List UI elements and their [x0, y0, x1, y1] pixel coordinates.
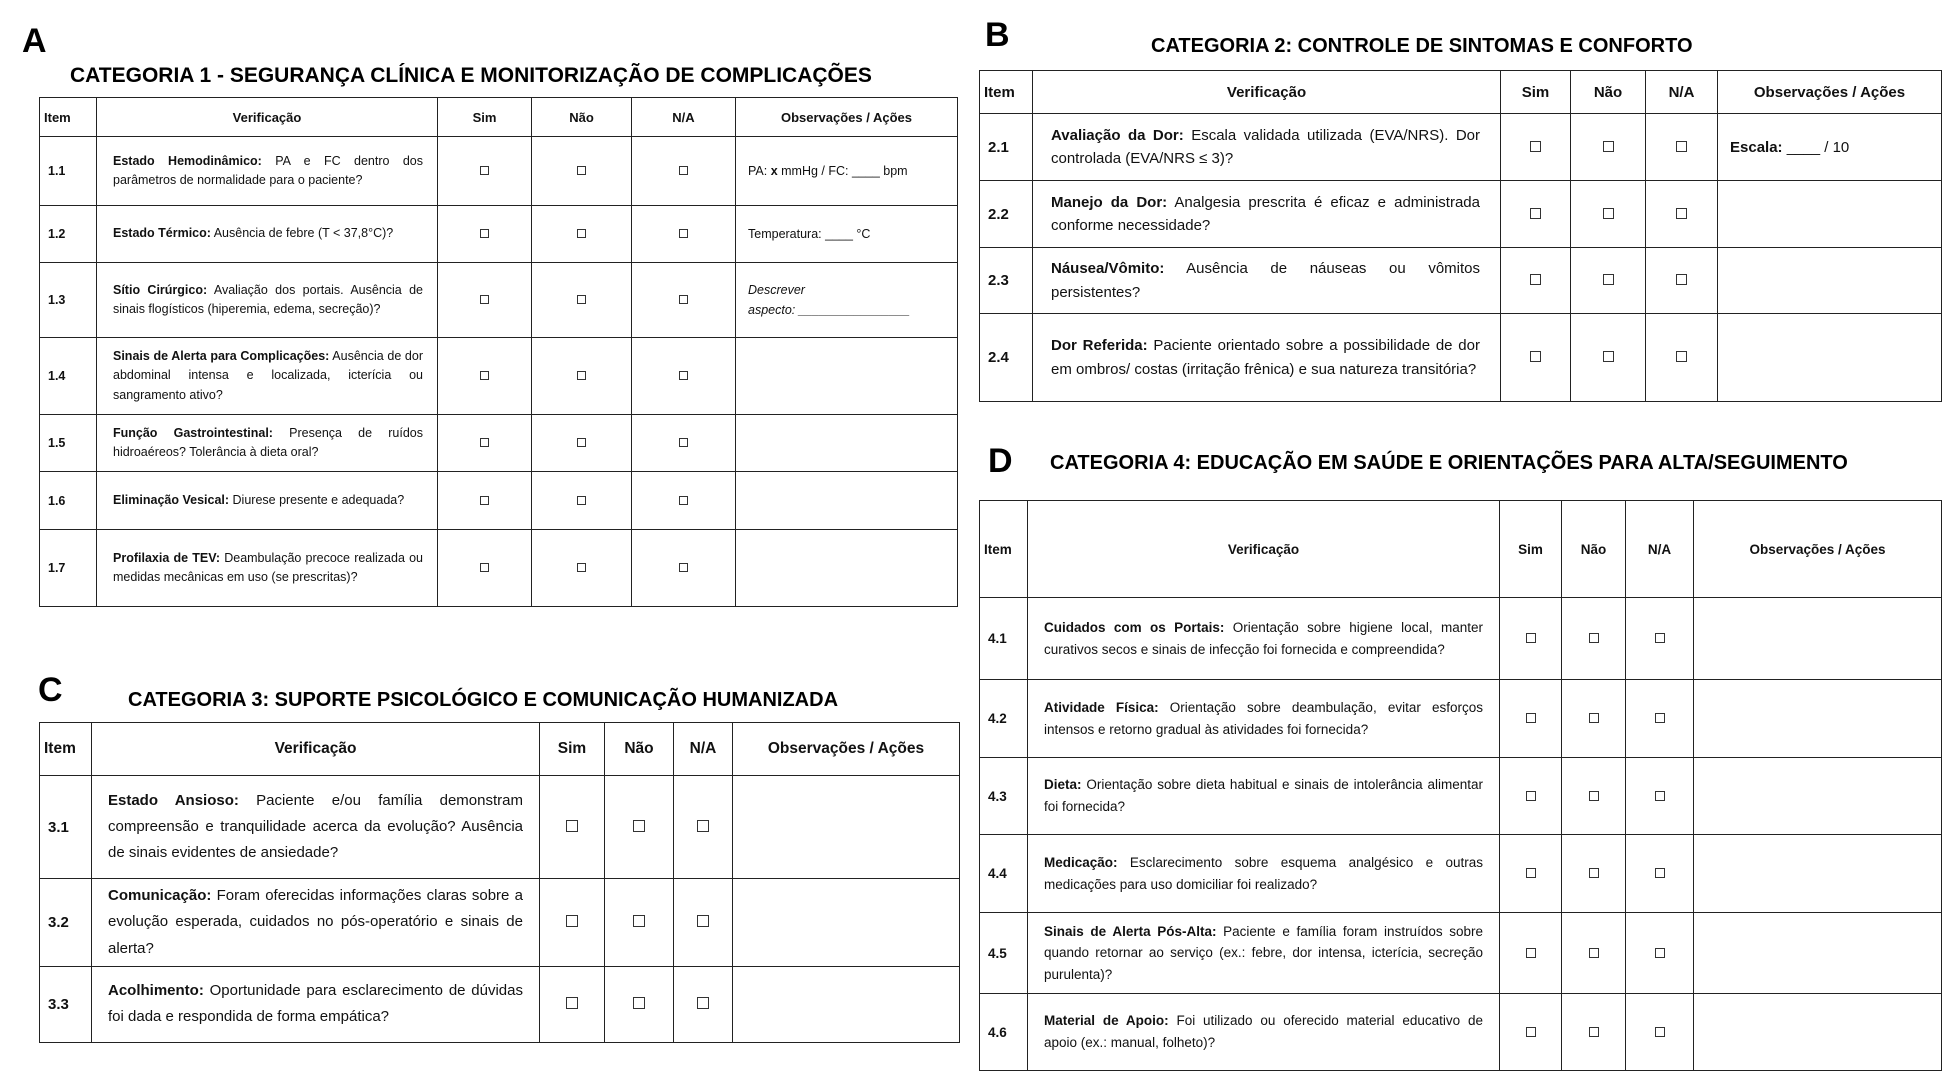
item-number: 1.2: [40, 206, 97, 263]
verification-text: [97, 206, 438, 263]
verification-label: Material de Apoio:: [1044, 1013, 1169, 1029]
table-row: [40, 530, 958, 607]
na-checkbox[interactable]: [697, 915, 709, 927]
verification-text: [1033, 181, 1501, 248]
sim-checkbox[interactable]: [480, 166, 489, 175]
panel-letter-a: A: [22, 22, 47, 60]
verification-question: PA e FC dentro dos parâmetros de normalidade para o paciente?: [113, 153, 423, 187]
table-row: [40, 137, 958, 206]
nao-checkbox[interactable]: [1589, 1027, 1599, 1037]
item-number: 4.4: [980, 835, 1028, 913]
obs-text: PA:: [748, 164, 771, 178]
na-checkbox[interactable]: [1676, 208, 1687, 219]
verification-text: [97, 415, 438, 472]
verification-label: Avaliação da Dor:: [1051, 126, 1184, 144]
table-row: [980, 913, 1942, 994]
verification-question: Ausência de náuseas ou vômitos persistentes?: [1051, 260, 1480, 301]
panel-title-b: CATEGORIA 2: CONTROLE DE SINTOMAS E CONFORTO: [1151, 35, 1693, 57]
header-nao: Não: [532, 98, 632, 137]
verification-label: Função Gastrointestinal:: [113, 425, 273, 440]
sim-checkbox[interactable]: [1526, 868, 1536, 878]
obs-text: ____ / 10: [1782, 138, 1850, 156]
sim-checkbox[interactable]: [480, 371, 489, 380]
header-na: N/A: [1626, 501, 1694, 598]
verification-label: Atividade Física:: [1044, 699, 1159, 715]
sim-checkbox[interactable]: [1530, 351, 1541, 362]
verification-text: [97, 263, 438, 338]
na-checkbox[interactable]: [679, 166, 688, 175]
header-verificacao: Verificação: [1033, 71, 1501, 114]
nao-checkbox[interactable]: [1589, 791, 1599, 801]
verification-label: Acolhimento:: [108, 982, 204, 999]
nao-checkbox[interactable]: [577, 371, 586, 380]
sim-checkbox[interactable]: [1530, 141, 1541, 152]
obs-text: Descrever: [748, 283, 805, 297]
verification-question: Diurese presente e adequada?: [229, 492, 405, 507]
header-observacoes: Observações / Ações: [1694, 501, 1942, 598]
obs-text: mmHg / FC: ____ bpm: [777, 164, 908, 178]
panel-letter-d: D: [988, 442, 1013, 480]
verification-question: Paciente orientado sobre a possibilidade de dor em ombros/ costas (irritação frênica) e sua natureza transitória?: [1051, 337, 1480, 378]
table-row: [980, 994, 1942, 1071]
header-sim: Sim: [438, 98, 532, 137]
verification-label: Eliminação Vesical:: [113, 492, 230, 507]
item-number: 1.7: [40, 530, 97, 607]
verification-label: Dieta:: [1044, 777, 1082, 793]
item-number: 2.3: [980, 248, 1033, 314]
observation-field[interactable]: [1694, 835, 1942, 913]
na-checkbox[interactable]: [1655, 868, 1665, 878]
checklist-table-a: [39, 97, 958, 607]
item-number: 1.3: [40, 263, 97, 338]
obs-text: aspecto: ________________: [748, 303, 910, 317]
verification-label: Estado Térmico:: [113, 226, 211, 241]
observation-field[interactable]: [736, 530, 958, 607]
sim-checkbox[interactable]: [566, 820, 578, 832]
item-number: 1.1: [40, 137, 97, 206]
checklist-table-b: [979, 70, 1942, 402]
nao-checkbox[interactable]: [1589, 948, 1599, 958]
table-row: [40, 879, 960, 967]
verification-text: [92, 879, 540, 967]
na-checkbox[interactable]: [1655, 1027, 1665, 1037]
item-number: 2.1: [980, 114, 1033, 181]
header-observacoes: Observações / Ações: [736, 98, 958, 137]
header-observacoes: Observações / Ações: [1718, 71, 1942, 114]
panel-title-a: CATEGORIA 1 - SEGURANÇA CLÍNICA E MONITORIZAÇÃO DE COMPLICAÇÕES: [70, 64, 872, 87]
nao-checkbox[interactable]: [1589, 633, 1599, 643]
sim-checkbox[interactable]: [480, 563, 489, 572]
obs-label: Escala:: [1730, 138, 1783, 156]
nao-checkbox[interactable]: [1603, 274, 1614, 285]
table-row: [40, 338, 958, 415]
header-item: Item: [980, 501, 1028, 598]
verification-label: Medicação:: [1044, 854, 1118, 870]
verification-question: Paciente e família foram instruídos sobre quando retornar ao serviço (ex.: febre, dor intensa, icterícia, secreção purulenta)?: [1044, 923, 1484, 982]
observation-field[interactable]: [736, 472, 958, 530]
table-row: [980, 835, 1942, 913]
na-checkbox[interactable]: [1676, 274, 1687, 285]
nao-checkbox[interactable]: [1589, 868, 1599, 878]
panel-letter-c: C: [38, 671, 63, 709]
header-nao: Não: [1562, 501, 1626, 598]
header-sim: Sim: [1500, 501, 1562, 598]
sim-checkbox[interactable]: [1526, 1027, 1536, 1037]
verification-text: [97, 530, 438, 607]
table-row: [40, 966, 960, 1042]
table-row: [40, 415, 958, 472]
nao-checkbox[interactable]: [577, 166, 586, 175]
obs-text: Temperatura: ____ °C: [748, 227, 871, 241]
verification-text: [1028, 598, 1500, 680]
observation-field[interactable]: [736, 263, 958, 338]
nao-checkbox[interactable]: [577, 496, 586, 505]
sim-checkbox[interactable]: [480, 438, 489, 447]
verification-label: Náusea/Vômito:: [1051, 260, 1165, 278]
verification-question: Oportunidade para esclarecimento de dúvidas foi dada e respondida de forma empática?: [108, 982, 523, 1026]
verification-text: [1033, 248, 1501, 314]
nao-checkbox[interactable]: [577, 563, 586, 572]
verification-question: Foram oferecidas informações claras sobre a evolução esperada, cuidados no pós-operatório e sinais de alerta?: [108, 887, 523, 957]
item-number: 4.6: [980, 994, 1028, 1071]
na-checkbox[interactable]: [1676, 351, 1687, 362]
item-number: 3.1: [40, 776, 92, 879]
na-checkbox[interactable]: [1655, 633, 1665, 643]
verification-question: Presença de ruídos hidroaéreos? Tolerância à dieta oral?: [113, 425, 423, 459]
header-sim: Sim: [1501, 71, 1571, 114]
header-nao: Não: [605, 723, 674, 776]
sim-checkbox[interactable]: [1526, 633, 1536, 643]
verification-text: [97, 338, 438, 415]
item-number: 3.2: [40, 879, 92, 967]
sim-checkbox[interactable]: [1530, 208, 1541, 219]
observation-field[interactable]: [1718, 181, 1942, 248]
verification-question: Escala validada utilizada (EVA/NRS). Dor controlada (EVA/NRS ≤ 3)?: [1051, 126, 1480, 167]
observation-field[interactable]: [1694, 994, 1942, 1071]
verification-label: Dor Referida:: [1051, 337, 1148, 355]
header-na: N/A: [632, 98, 736, 137]
na-checkbox[interactable]: [1655, 948, 1665, 958]
observation-field[interactable]: [1718, 248, 1942, 314]
header-item: Item: [980, 71, 1033, 114]
observation-field[interactable]: [1718, 314, 1942, 402]
na-checkbox[interactable]: [1655, 791, 1665, 801]
item-number: 4.5: [980, 913, 1028, 994]
item-number: 1.5: [40, 415, 97, 472]
verification-question: Orientação sobre deambulação, evitar esforços intensos e retorno gradual às atividades foi fornecida?: [1044, 699, 1483, 737]
header-verificacao: Verificação: [1028, 501, 1500, 598]
header-na: N/A: [674, 723, 733, 776]
verification-text: [1033, 114, 1501, 181]
item-number: 3.3: [40, 966, 92, 1042]
observation-field[interactable]: [1694, 913, 1942, 994]
observation-field[interactable]: [736, 415, 958, 472]
item-number: 4.2: [980, 680, 1028, 758]
na-checkbox[interactable]: [1676, 141, 1687, 152]
header-nao: Não: [1571, 71, 1646, 114]
verification-label: Profilaxia de TEV:: [113, 550, 221, 565]
nao-checkbox[interactable]: [633, 820, 645, 832]
table-row: [980, 598, 1942, 680]
verification-label: Manejo da Dor:: [1051, 193, 1168, 211]
item-number: 4.1: [980, 598, 1028, 680]
sim-checkbox[interactable]: [566, 997, 578, 1009]
na-checkbox[interactable]: [679, 438, 688, 447]
table-row: [40, 472, 958, 530]
verification-label: Sinais de Alerta para Complicações:: [113, 348, 330, 363]
verification-text: [97, 137, 438, 206]
na-checkbox[interactable]: [679, 229, 688, 238]
verification-text: [1028, 835, 1500, 913]
table-row: [980, 181, 1942, 248]
header-observacoes: Observações / Ações: [733, 723, 960, 776]
sim-checkbox[interactable]: [480, 496, 489, 505]
na-checkbox[interactable]: [1655, 713, 1665, 723]
verification-label: Sítio Cirúrgico:: [113, 282, 208, 297]
verification-question: Orientação sobre dieta habitual e sinais de intolerância alimentar foi fornecida?: [1044, 777, 1483, 814]
table-row: [980, 114, 1942, 181]
observation-field[interactable]: [736, 137, 958, 206]
verification-label: Estado Hemodinâmico:: [113, 153, 262, 168]
observation-field[interactable]: [1694, 758, 1942, 835]
item-number: 4.3: [980, 758, 1028, 835]
nao-checkbox[interactable]: [577, 229, 586, 238]
panel-letter-b: B: [985, 16, 1010, 54]
observation-field[interactable]: [1694, 598, 1942, 680]
table-row: [980, 314, 1942, 402]
verification-question: Analgesia prescrita é eficaz e administrada conforme necessidade?: [1051, 193, 1480, 234]
verification-label: Comunicação:: [108, 887, 212, 904]
checklist-table-d: [979, 500, 1942, 1071]
verification-text: [1028, 680, 1500, 758]
nao-checkbox[interactable]: [633, 915, 645, 927]
nao-checkbox[interactable]: [633, 997, 645, 1009]
verification-label: Estado Ansioso:: [108, 791, 239, 809]
item-number: 2.2: [980, 181, 1033, 248]
panel-title-c: CATEGORIA 3: SUPORTE PSICOLÓGICO E COMUNICAÇÃO HUMANIZADA: [128, 689, 839, 711]
verification-text: [1028, 913, 1500, 994]
verification-text: [1028, 994, 1500, 1071]
obs-value: x: [770, 164, 778, 178]
observation-field[interactable]: [733, 776, 960, 879]
verification-text: [1028, 758, 1500, 835]
sim-checkbox[interactable]: [1526, 791, 1536, 801]
na-checkbox[interactable]: [697, 997, 709, 1009]
header-item: Item: [40, 98, 97, 137]
header-verificacao: Verificação: [97, 98, 438, 137]
verification-label: Cuidados com os Portais:: [1044, 619, 1225, 635]
na-checkbox[interactable]: [679, 371, 688, 380]
verification-question: Deambulação precoce realizada ou medidas mecânicas em uso (se prescritas)?: [113, 550, 424, 584]
verification-text: [92, 776, 540, 879]
verification-question: Ausência de dor abdominal intensa e localizada, icterícia ou sangramento ativo?: [113, 348, 423, 402]
item-number: 1.6: [40, 472, 97, 530]
verification-text: [97, 472, 438, 530]
nao-checkbox[interactable]: [1603, 351, 1614, 362]
observation-field[interactable]: [733, 966, 960, 1042]
observation-field[interactable]: [736, 206, 958, 263]
header-item: Item: [40, 723, 92, 776]
table-row: [980, 758, 1942, 835]
verification-question: Avaliação dos portais. Ausência de sinais flogísticos (hiperemia, edema, secreção)?: [113, 282, 424, 316]
table-row: [40, 776, 960, 879]
observation-field[interactable]: [1694, 680, 1942, 758]
observation-field[interactable]: [736, 338, 958, 415]
verification-question: Paciente e/ou família demonstram compreensão e tranquilidade acerca da evolução? Ausência de sinais evidentes de ansiedade?: [108, 791, 523, 862]
sim-checkbox[interactable]: [1526, 713, 1536, 723]
verification-question: Ausência de febre (T < 37,8°C)?: [210, 226, 394, 241]
na-checkbox[interactable]: [697, 820, 709, 832]
sim-checkbox[interactable]: [566, 915, 578, 927]
na-checkbox[interactable]: [679, 496, 688, 505]
header-verificacao: Verificação: [92, 723, 540, 776]
sim-checkbox[interactable]: [480, 229, 489, 238]
panel-title-d: CATEGORIA 4: EDUCAÇÃO EM SAÚDE E ORIENTAÇÕES PARA ALTA/SEGUIMENTO: [1050, 452, 1848, 474]
header-sim: Sim: [540, 723, 605, 776]
sim-checkbox[interactable]: [1530, 274, 1541, 285]
observation-field[interactable]: [1718, 114, 1942, 181]
verification-text: [92, 966, 540, 1042]
observation-field[interactable]: [733, 879, 960, 967]
nao-checkbox[interactable]: [1603, 141, 1614, 152]
na-checkbox[interactable]: [679, 295, 688, 304]
sim-checkbox[interactable]: [1526, 948, 1536, 958]
verification-question: Esclarecimento sobre esquema analgésico e outras medicações para uso domiciliar foi realizado?: [1044, 854, 1483, 892]
nao-checkbox[interactable]: [1603, 208, 1614, 219]
nao-checkbox[interactable]: [577, 438, 586, 447]
table-row: [980, 248, 1942, 314]
item-number: 1.4: [40, 338, 97, 415]
nao-checkbox[interactable]: [577, 295, 586, 304]
verification-question: Orientação sobre higiene local, manter curativos secos e sinais de infecção foi fornecida e compreendida?: [1044, 619, 1483, 657]
nao-checkbox[interactable]: [1589, 713, 1599, 723]
header-na: N/A: [1646, 71, 1718, 114]
checklist-table-c: [39, 722, 960, 1043]
na-checkbox[interactable]: [679, 563, 688, 572]
verification-question: Foi utilizado ou oferecido material educativo de apoio (ex.: manual, folheto)?: [1044, 1013, 1483, 1050]
sim-checkbox[interactable]: [480, 295, 489, 304]
table-row: [40, 263, 958, 338]
table-row: [40, 206, 958, 263]
item-number: 2.4: [980, 314, 1033, 402]
verification-label: Sinais de Alerta Pós-Alta:: [1044, 923, 1217, 939]
table-row: [980, 680, 1942, 758]
verification-text: [1033, 314, 1501, 402]
